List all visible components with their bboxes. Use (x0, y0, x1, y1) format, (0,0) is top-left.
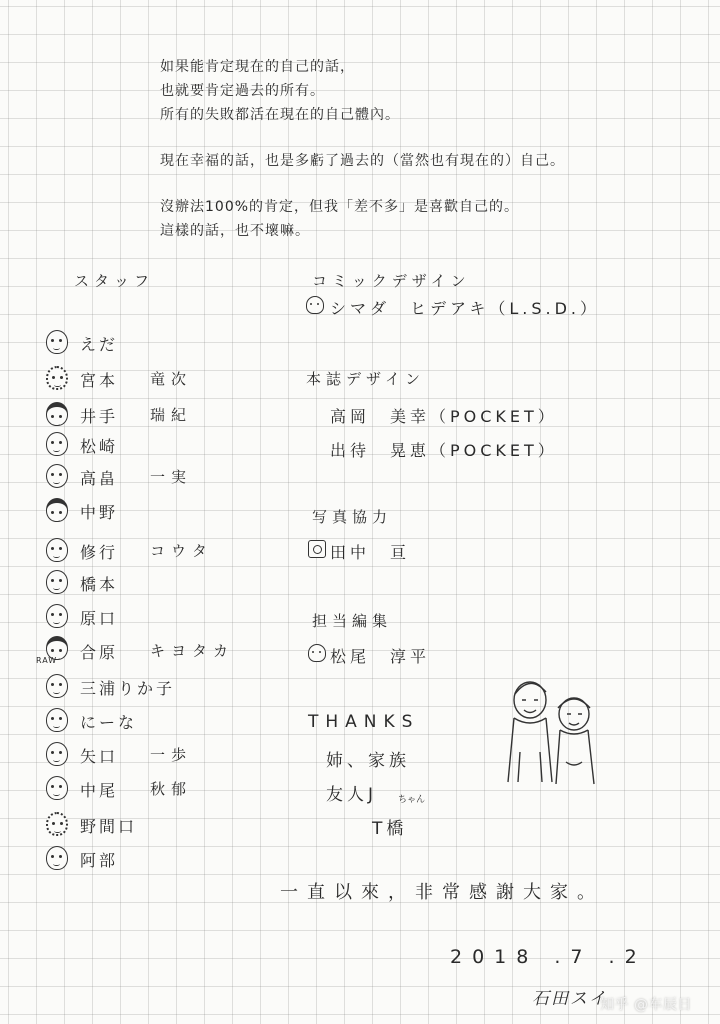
book-design-name-1: 高岡 美幸（POCKET） (330, 407, 558, 426)
intro-line-6: 這樣的話，也不壞嘛。 (160, 223, 310, 239)
staff-given-name: 一実 (150, 468, 193, 486)
face-icon (46, 330, 68, 354)
staff-name: 原口 (80, 609, 119, 628)
staff-name: 矢口 (80, 747, 119, 766)
staff-name: 高畠 (80, 469, 119, 488)
face-icon (46, 570, 68, 594)
face-icon (46, 538, 68, 562)
face-icon (46, 742, 68, 766)
face-icon (46, 402, 68, 426)
question-face-icon (46, 464, 68, 488)
staff-name: 合原 (80, 643, 119, 662)
intro-line-1: 如果能肯定現在的自己的話， (160, 59, 355, 75)
face-icon (46, 498, 68, 522)
face-icon (46, 432, 68, 456)
thanks-item-1: 姉、家族 (326, 751, 410, 771)
staff-name: にーな (80, 713, 138, 732)
book-design-heading: 本誌デザイン (306, 370, 425, 388)
person-icon (306, 296, 324, 314)
staff-given-name: 一歩 (150, 746, 193, 764)
intro-line-5: 沒辦法100%的肯定，但我「差不多」是喜歡自己的。 (160, 199, 520, 215)
staff-name: 松崎 (80, 437, 119, 456)
staff-given-name: コウタ (150, 542, 213, 560)
curly-face-icon (46, 812, 68, 836)
staff-given-name: 秋郁 (150, 780, 193, 798)
staff-name: 中尾 (80, 781, 119, 800)
staff-name: えだ (80, 335, 119, 354)
staff-name: 橋本 (80, 575, 119, 594)
face-icon (46, 674, 68, 698)
staff-name: 宮本 (80, 371, 119, 390)
face-icon (46, 846, 68, 870)
staff-name: 修行 (80, 543, 119, 562)
face-icon (46, 776, 68, 800)
comic-design-name: シマダ ヒデアキ（L.S.D.） (330, 299, 601, 318)
thanks-suffix: ちゃん (398, 795, 426, 805)
signature: 石田スイ (532, 989, 608, 1009)
couple-illustration (500, 672, 610, 792)
thanks-title: THANKS (308, 712, 420, 732)
staff-given-name: 竜次 (150, 370, 193, 388)
staff-heading: スタッフ (74, 272, 155, 290)
staff-given-name: 瑞紀 (150, 406, 193, 424)
curly-face-icon (46, 366, 68, 390)
intro-line-3: 所有的失敗都活在現在的自己體內。 (160, 107, 400, 123)
staff-name: 阿部 (80, 851, 119, 870)
staff-name: 野間口 (80, 817, 138, 836)
thanks-item-3: T橋 (372, 819, 408, 839)
face-icon (46, 708, 68, 732)
staff-name: 中野 (80, 503, 119, 522)
editor-name: 松尾 淳平 (330, 647, 431, 666)
thanks-item-2: 友人J (326, 785, 378, 805)
comic-design-heading: コミックデザイン (312, 272, 471, 290)
staff-name: 井手 (80, 407, 119, 426)
camera-icon (308, 540, 326, 558)
date: 2018 .7 .2 (450, 946, 647, 968)
photo-heading: 写真協力 (312, 508, 393, 526)
raw-tag: RAW (36, 656, 58, 665)
staff-given-name: キヨタカ (150, 642, 235, 660)
editor-heading: 担当編集 (312, 612, 393, 630)
closing-message: 一直以來，非常感謝大家。 (280, 882, 604, 903)
face-icon (46, 604, 68, 628)
person-icon (308, 644, 326, 662)
intro-line-2: 也就要肯定過去的所有。 (160, 83, 325, 99)
staff-name: 三浦りか子 (80, 679, 176, 698)
intro-line-4: 現在幸福的話，也是多虧了過去的（當然也有現在的）自己。 (160, 153, 565, 169)
book-design-name-2: 出待 晃恵（POCKET） (330, 441, 558, 460)
watermark: 知乎 @车辰日 (600, 997, 692, 1013)
photo-name: 田中 亘 (330, 543, 411, 562)
